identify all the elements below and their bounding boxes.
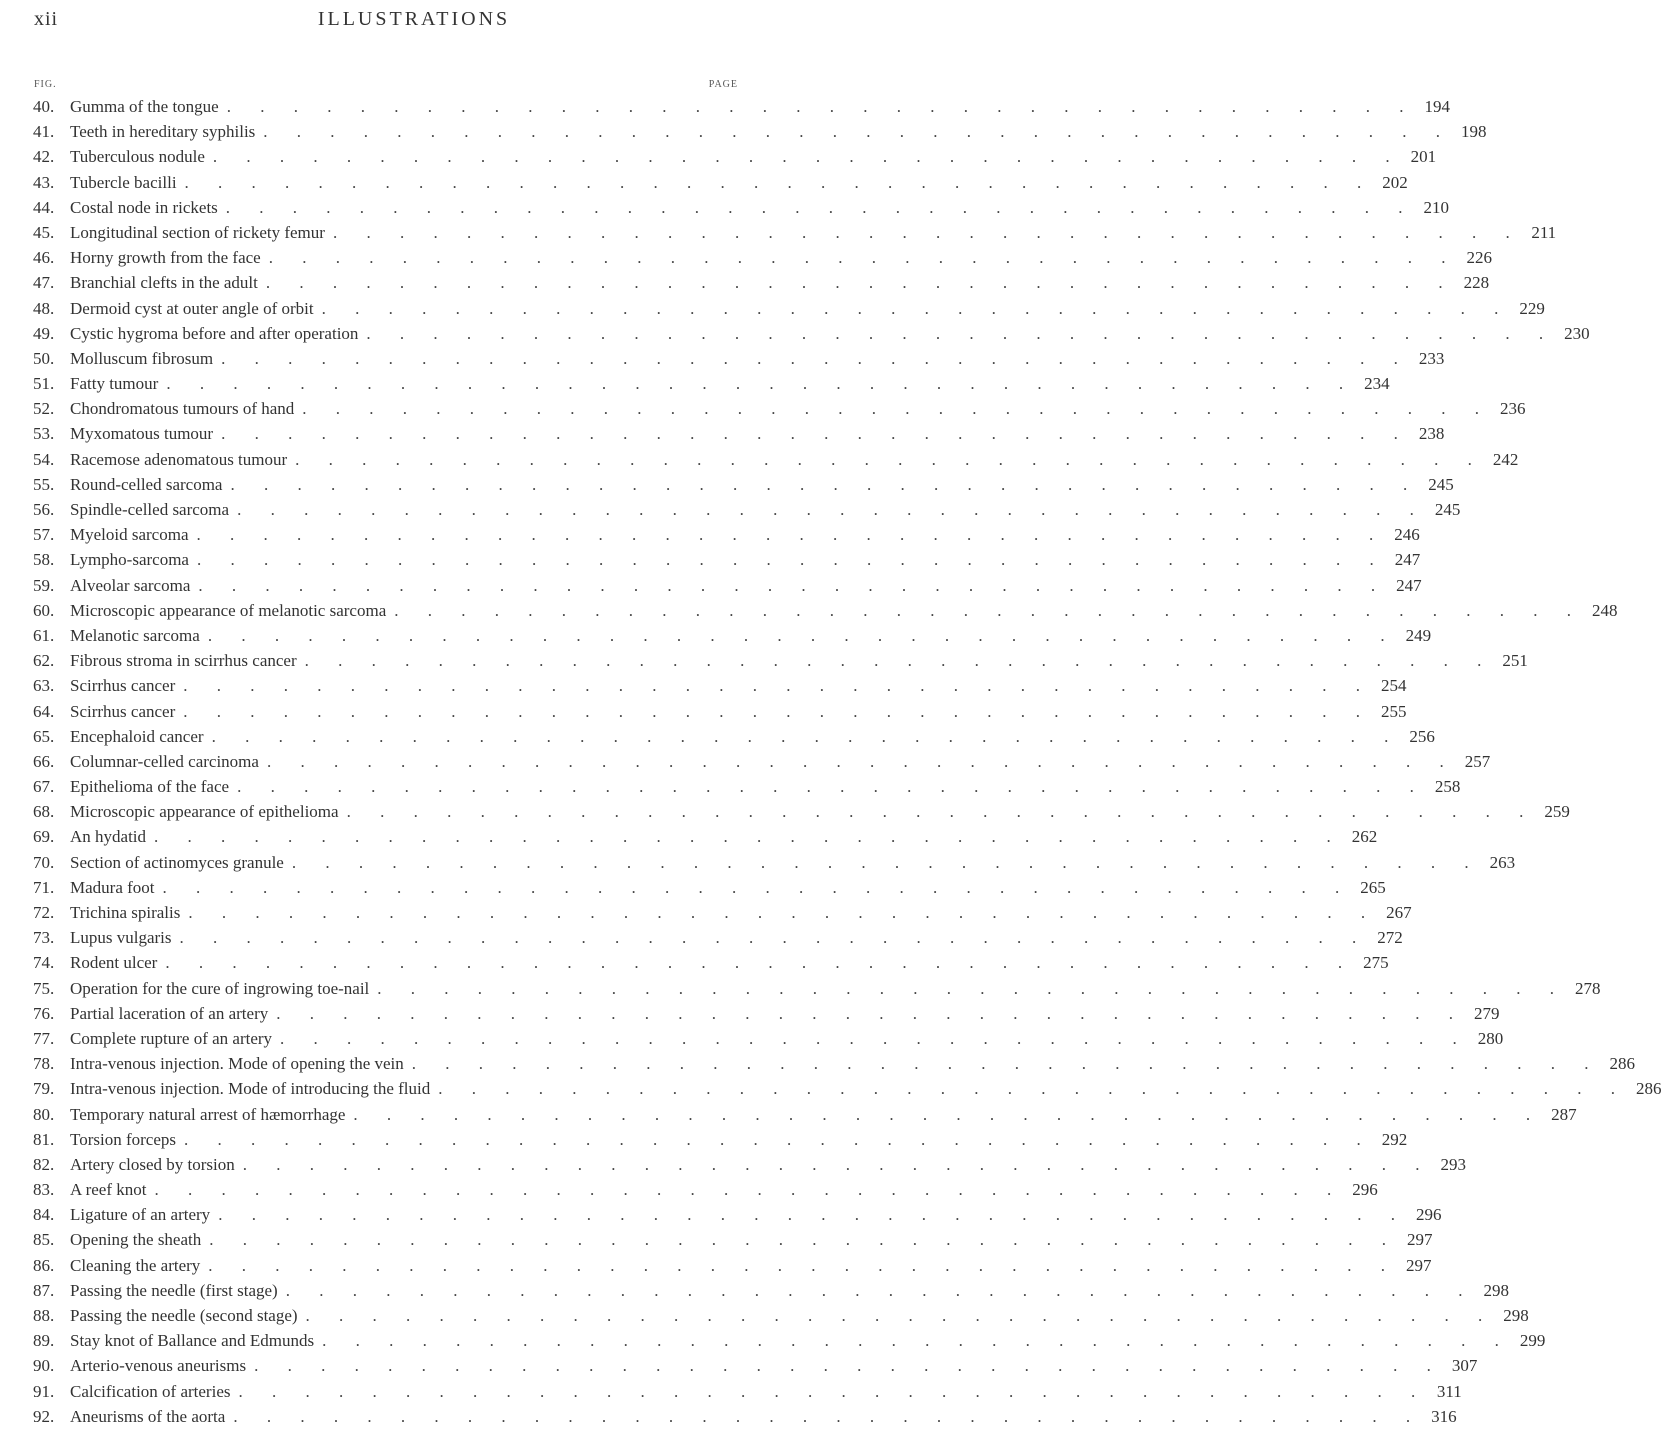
figure-number: 84. bbox=[33, 1205, 55, 1225]
figure-title: Alveolar sarcoma bbox=[70, 575, 191, 595]
figure-page: 254 bbox=[1381, 676, 1407, 696]
list-item bbox=[33, 172, 1408, 198]
figure-number: 65. bbox=[33, 726, 55, 746]
figure-title: Calcification of arteries bbox=[70, 1381, 231, 1401]
figure-title: Intra-venous injection. Mode of opening the vein bbox=[70, 1054, 404, 1074]
figure-title: Stay knot of Ballance and Edmunds bbox=[70, 1331, 315, 1351]
figure-title: Aneurisms of the aorta bbox=[70, 1406, 226, 1426]
figure-title: Tubercle bacilli bbox=[70, 172, 177, 192]
figure-page: 286 bbox=[1635, 1079, 1661, 1099]
figure-title: Melanotic sarcoma bbox=[70, 625, 200, 645]
figure-page: 296 bbox=[1352, 1180, 1378, 1200]
figure-number: 69. bbox=[33, 827, 55, 847]
list-item bbox=[33, 600, 1618, 626]
figure-title: Arterio-venous aneurisms bbox=[70, 1356, 247, 1376]
figure-page: 298 bbox=[1483, 1280, 1509, 1300]
figure-number: 62. bbox=[33, 651, 55, 671]
figure-title: Cleaning the artery bbox=[70, 1255, 201, 1275]
dot-leader: . . . . . . . . . . . . . . . . . . . . . . . . . . . . . . . . . . . . bbox=[230, 474, 1420, 494]
list-item bbox=[33, 852, 1516, 878]
figure-number: 59. bbox=[33, 575, 55, 595]
figure-page: 297 bbox=[1406, 1255, 1432, 1275]
figure-title: Torsion forceps bbox=[70, 1129, 176, 1149]
figure-title: Partial laceration of an artery bbox=[70, 1003, 269, 1023]
dot-leader: . . . . . . . . . . . . . . . . . . . . . . . . . . . . . . . . . . . . bbox=[263, 122, 1453, 142]
figure-page: 259 bbox=[1544, 802, 1570, 822]
figure-number: 88. bbox=[33, 1306, 55, 1325]
dot-leader: . . . . . . . . . . . . . . . . . . . . . . . . . . . . . . . . . . . . bbox=[268, 248, 1458, 268]
figure-title: Fibrous stroma in scirrhus cancer bbox=[70, 651, 297, 671]
dot-leader: . . . . . . . . . . . . . . . . . . . . . . . . . . . . . . . . . . . . bbox=[183, 676, 1373, 696]
figure-number: 83. bbox=[33, 1180, 55, 1200]
figure-page: 245 bbox=[1428, 474, 1454, 494]
figure-title: Microscopic appearance of melanotic sarcoma bbox=[70, 600, 387, 620]
figure-number: 63. bbox=[33, 676, 55, 696]
dot-leader: . . . . . . . . . . . . . . . . . . . . . . . . . . . . . . . . . . . . bbox=[265, 273, 1456, 293]
figure-number: 52. bbox=[33, 399, 55, 419]
list-item bbox=[33, 625, 1432, 651]
figure-page: 251 bbox=[1502, 651, 1528, 671]
list-item bbox=[33, 298, 1545, 324]
figure-page: 272 bbox=[1377, 928, 1403, 948]
dot-leader: . . . . . . . . . . . . . . . . . . . . . . . . . . . . . . . . . . . . bbox=[237, 777, 1427, 797]
dot-leader: . . . . . . . . . . . . . . . . . . . . . . . . . . . . . . . . . . . . bbox=[183, 1129, 1374, 1149]
figure-title: Intra-venous injection. Mode of introducing the fluid bbox=[70, 1079, 431, 1099]
figure-page: 228 bbox=[1463, 273, 1490, 293]
dot-leader: . . . . . . . . . . . . . . . . . . . . . . . . . . . . . . . . . . . . bbox=[285, 1280, 1475, 1300]
figure-number: 75. bbox=[33, 978, 55, 998]
figure-title: Round-celled sarcoma bbox=[70, 474, 223, 494]
figure-title: Costal node in rickets bbox=[70, 197, 218, 217]
figure-title: Gumma of the tongue bbox=[70, 97, 219, 116]
figure-number: 78. bbox=[33, 1054, 55, 1074]
list-item bbox=[33, 751, 1491, 777]
dot-leader: . . . . . . . . . . . . . . . . . . . . . . . . . . . . . . . . . . . . bbox=[353, 1104, 1543, 1124]
figure-title: Myxomatous tumour bbox=[70, 424, 214, 444]
figure-page: 280 bbox=[1477, 1028, 1504, 1048]
figure-title: Epithelioma of the face bbox=[70, 777, 230, 797]
figure-page: 298 bbox=[1503, 1306, 1529, 1325]
list-item bbox=[33, 273, 1490, 298]
dot-leader: . . . . . . . . . . . . . . . . . . . . . . . . . . . . . . . . . . . . bbox=[302, 399, 1492, 419]
figure-number: 40. bbox=[33, 97, 55, 116]
figure-page: 234 bbox=[1364, 374, 1390, 394]
figure-title: Ligature of an artery bbox=[70, 1205, 211, 1225]
figure-number: 64. bbox=[33, 701, 55, 721]
figure-title: Madura foot bbox=[70, 877, 155, 897]
figure-page: 256 bbox=[1409, 726, 1435, 746]
list-item bbox=[33, 1205, 1442, 1230]
figure-number: 56. bbox=[33, 500, 55, 519]
figure-title: Temporary natural arrest of hæmorrhage bbox=[70, 1104, 346, 1124]
figure-title: Horny growth from the face bbox=[70, 248, 261, 268]
dot-leader: . . . . . . . . . . . . . . . . . . . . . . . . . . . . . . . . . . . . bbox=[332, 222, 1523, 242]
figure-title: Teeth in hereditary syphilis bbox=[70, 122, 256, 142]
dot-leader: . . . . . . . . . . . . . . . . . . . . . . . . . . . . . . . . . . . . bbox=[346, 802, 1536, 822]
list-item bbox=[33, 1104, 1577, 1130]
list-item bbox=[33, 248, 1492, 273]
dot-leader: . . . . . . . . . . . . . . . . . . . . . . . . . . . . . . . . . . . . bbox=[209, 1230, 1399, 1250]
figure-title: An hydatid bbox=[70, 827, 147, 847]
list-item bbox=[33, 525, 1420, 550]
figure-title: Scirrhus cancer bbox=[70, 701, 176, 721]
dot-leader: . . . . . . . . . . . . . . . . . . . . . . . . . . . . . . . . . . . . bbox=[238, 1381, 1428, 1401]
figure-number: 80. bbox=[33, 1104, 55, 1124]
figure-number: 90. bbox=[33, 1356, 55, 1376]
figure-page: 263 bbox=[1489, 852, 1516, 872]
figure-number: 61. bbox=[33, 625, 55, 645]
figure-page: 292 bbox=[1381, 1129, 1408, 1149]
figure-title: Rodent ulcer bbox=[70, 953, 158, 973]
list-item bbox=[33, 802, 1570, 827]
figure-number: 89. bbox=[33, 1331, 55, 1351]
list-item bbox=[33, 953, 1389, 978]
page-column-header: PAGE bbox=[708, 79, 738, 90]
list-item bbox=[33, 1280, 1509, 1306]
dot-leader: . . . . . . . . . . . . . . . . . . . . . . . . . . . . . . . . . . . . bbox=[280, 1028, 1470, 1048]
dot-leader: . . . . . . . . . . . . . . . . . . . . . . . . . . . . . . . . . . . . bbox=[304, 651, 1494, 671]
dot-leader: . . . . . . . . . . . . . . . . . . . . . . . . . . . . . . . . . . . . bbox=[165, 953, 1355, 973]
figure-number: 74. bbox=[33, 953, 55, 973]
figure-page: 229 bbox=[1519, 298, 1545, 318]
list-item bbox=[33, 1180, 1378, 1205]
figure-title: Branchial clefts in the adult bbox=[70, 273, 258, 293]
figure-title: Dermoid cyst at outer angle of orbit bbox=[70, 298, 314, 318]
dot-leader: . . . . . . . . . . . . . . . . . . . . . . . . . . . . . . . . . . . . bbox=[179, 928, 1369, 948]
list-item bbox=[33, 550, 1421, 575]
list-item bbox=[33, 500, 1461, 525]
figure-number: 86. bbox=[33, 1255, 55, 1275]
figure-page: 246 bbox=[1394, 525, 1420, 545]
list-item bbox=[33, 1255, 1432, 1281]
figure-page: 311 bbox=[1436, 1381, 1462, 1401]
figure-page: 236 bbox=[1500, 399, 1526, 419]
figure-page: 279 bbox=[1473, 1003, 1500, 1023]
list-item bbox=[33, 323, 1590, 349]
dot-leader: . . . . . . . . . . . . . . . . . . . . . . . . . . . . . . . . . . . . bbox=[377, 978, 1567, 998]
figure-title: Cystic hygroma before and after operation bbox=[70, 323, 359, 343]
dot-leader: . . . . . . . . . . . . . . . . . . . . . . . . . . . . . . . . . . . . bbox=[184, 172, 1374, 192]
dot-leader: . . . . . . . . . . . . . . . . . . . . . . . . . . . . . . . . . . . . bbox=[198, 575, 1388, 595]
figure-page: 307 bbox=[1451, 1356, 1478, 1376]
figure-title: Encephaloid cancer bbox=[70, 726, 204, 746]
list-item bbox=[33, 726, 1435, 752]
list-item bbox=[33, 928, 1403, 953]
dot-leader: . . . . . . . . . . . . . . . . . . . . . . . . . . . . . . . . . . . . bbox=[188, 903, 1378, 922]
figure-title: Longitudinal section of rickety femur bbox=[70, 222, 325, 242]
figure-number: 79. bbox=[33, 1079, 55, 1099]
figure-title: Microscopic appearance of epithelioma bbox=[70, 802, 339, 822]
dot-leader: . . . . . . . . . . . . . . . . . . . . . . . . . . . . . . . . . . . . bbox=[366, 323, 1556, 343]
figure-number: 46. bbox=[33, 248, 55, 268]
list-item bbox=[33, 1331, 1546, 1356]
figure-title: Passing the needle (first stage) bbox=[70, 1280, 278, 1300]
dot-leader: . . . . . . . . . . . . . . . . . . . . . . . . . . . . . . . . . . . . bbox=[154, 827, 1344, 847]
figure-page: 238 bbox=[1418, 424, 1445, 444]
figure-title: Lympho-sarcoma bbox=[70, 550, 189, 570]
list-item bbox=[33, 575, 1422, 601]
figure-number: 57. bbox=[33, 525, 55, 545]
dot-leader: . . . . . . . . . . . . . . . . . . . . . . . . . . . . . . . . . . . . bbox=[183, 701, 1373, 721]
page-number: xii bbox=[34, 8, 59, 30]
list-item bbox=[33, 1356, 1478, 1381]
figure-page: 287 bbox=[1551, 1104, 1577, 1124]
dot-leader: . . . . . . . . . . . . . . . . . . . . . . . . . . . . . . . . . . . . bbox=[438, 1079, 1628, 1099]
figure-title: Tuberculous nodule bbox=[70, 147, 205, 167]
list-item bbox=[33, 1003, 1500, 1029]
figure-page: 248 bbox=[1592, 600, 1618, 620]
figure-title: Spindle-celled sarcoma bbox=[70, 500, 230, 519]
figure-page: 247 bbox=[1394, 550, 1421, 570]
figure-page: 247 bbox=[1396, 575, 1422, 595]
figure-page: 249 bbox=[1405, 625, 1432, 645]
list-item bbox=[33, 399, 1526, 424]
figure-title: Columnar-celled carcinoma bbox=[70, 751, 259, 771]
list-item bbox=[33, 348, 1445, 374]
list-item bbox=[33, 97, 1450, 122]
figure-title: Chondromatous tumours of hand bbox=[70, 399, 295, 419]
figure-number: 60. bbox=[33, 600, 55, 620]
list-item bbox=[33, 1381, 1462, 1407]
figure-title: Passing the needle (second stage) bbox=[70, 1306, 298, 1325]
figure-number: 76. bbox=[33, 1003, 55, 1023]
list-item bbox=[33, 1129, 1408, 1155]
figure-page: 275 bbox=[1363, 953, 1389, 973]
list-item bbox=[33, 1406, 1457, 1432]
figure-page: 226 bbox=[1466, 248, 1492, 268]
dot-leader: . . . . . . . . . . . . . . . . . . . . . . . . . . . . . . . . . . . . bbox=[254, 1356, 1444, 1376]
dot-leader: . . . . . . . . . . . . . . . . . . . . . . . . . . . . . . . . . . . . bbox=[218, 1205, 1408, 1225]
figure-page: 255 bbox=[1381, 701, 1407, 721]
figure-page: 286 bbox=[1609, 1054, 1636, 1074]
figure-page: 262 bbox=[1351, 827, 1378, 847]
list-item bbox=[33, 651, 1528, 676]
figure-page: 194 bbox=[1424, 97, 1450, 116]
list-item bbox=[33, 903, 1412, 928]
list-item bbox=[33, 877, 1386, 903]
figure-page: 257 bbox=[1464, 751, 1491, 771]
figure-title: Fatty tumour bbox=[70, 374, 159, 394]
dot-leader: . . . . . . . . . . . . . . . . . . . . . . . . . . . . . . . . . . . . bbox=[276, 1003, 1466, 1023]
list-item bbox=[33, 449, 1519, 475]
figure-title: Lupus vulgaris bbox=[70, 928, 172, 948]
dot-leader: . . . . . . . . . . . . . . . . . . . . . . . . . . . . . . . . . . . . bbox=[295, 449, 1485, 469]
dot-leader: . . . . . . . . . . . . . . . . . . . . . . . . . . . . . . . . . . . . bbox=[162, 877, 1352, 897]
figure-page: 258 bbox=[1434, 777, 1461, 797]
figure-page: 211 bbox=[1531, 222, 1557, 242]
dot-leader: . . . . . . . . . . . . . . . . . . . . . . . . . . . . . . . . . . . . bbox=[233, 1406, 1423, 1426]
figure-number: 73. bbox=[33, 928, 55, 948]
dot-leader: . . . . . . . . . . . . . . . . . . . . . . . . . . . . . . . . . . . . bbox=[208, 1255, 1398, 1275]
figure-number: 53. bbox=[33, 424, 55, 444]
list-item bbox=[33, 147, 1437, 172]
figure-number: 42. bbox=[33, 147, 55, 167]
dot-leader: . . . . . . . . . . . . . . . . . . . . . . . . . . . . . . . . . . . . bbox=[242, 1154, 1433, 1174]
figure-number: 85. bbox=[33, 1230, 55, 1250]
figure-number: 82. bbox=[33, 1154, 55, 1174]
dot-leader: . . . . . . . . . . . . . . . . . . . . . . . . . . . . . . . . . . . . bbox=[221, 424, 1411, 444]
illustrations-list bbox=[33, 97, 1661, 1432]
list-item bbox=[33, 1028, 1504, 1054]
figure-number: 55. bbox=[33, 474, 55, 494]
dot-leader: . . . . . . . . . . . . . . . . . . . . . . . . . . . . . . . . . . . . bbox=[221, 348, 1411, 368]
figure-number: 48. bbox=[33, 298, 55, 318]
figure-title: Racemose adenomatous tumour bbox=[70, 449, 288, 469]
list-item bbox=[33, 1054, 1636, 1079]
figure-number: 92. bbox=[33, 1406, 55, 1426]
list-item bbox=[33, 1306, 1529, 1331]
figure-number: 51. bbox=[33, 374, 55, 394]
figure-page: 278 bbox=[1575, 978, 1601, 998]
figure-page: 293 bbox=[1440, 1154, 1467, 1174]
figure-page: 202 bbox=[1382, 172, 1408, 192]
figure-title: Molluscum fibrosum bbox=[70, 348, 214, 368]
dot-leader: . . . . . . . . . . . . . . . . . . . . . . . . . . . . . . . . . . . . bbox=[305, 1306, 1495, 1325]
figure-number: 45. bbox=[33, 222, 55, 242]
figure-page: 198 bbox=[1461, 122, 1487, 142]
figure-page: 242 bbox=[1492, 449, 1519, 469]
list-item bbox=[33, 777, 1461, 802]
dot-leader: . . . . . . . . . . . . . . . . . . . . . . . . . . . . . . . . . . . . bbox=[291, 852, 1482, 872]
dot-leader: . . . . . . . . . . . . . . . . . . . . . . . . . . . . . . . . . . . . bbox=[196, 550, 1387, 570]
figure-number: 67. bbox=[33, 777, 55, 797]
figure-number: 66. bbox=[33, 751, 55, 771]
dot-leader: . . . . . . . . . . . . . . . . . . . . . . . . . . . . . . . . . . . . bbox=[225, 197, 1416, 217]
figure-page: 316 bbox=[1431, 1406, 1457, 1426]
figure-title: Operation for the cure of ingrowing toe-nail bbox=[70, 978, 370, 998]
figure-title: Artery closed by torsion bbox=[70, 1154, 235, 1174]
dot-leader: . . . . . . . . . . . . . . . . . . . . . . . . . . . . . . . . . . . . bbox=[207, 625, 1398, 645]
list-item bbox=[33, 978, 1601, 1004]
figure-number: 68. bbox=[33, 802, 55, 822]
figure-number: 70. bbox=[33, 852, 55, 872]
figure-number: 91. bbox=[33, 1381, 55, 1401]
figure-number: 77. bbox=[33, 1028, 55, 1048]
figure-number: 54. bbox=[33, 449, 55, 469]
list-item bbox=[33, 1230, 1433, 1255]
list-item bbox=[33, 827, 1378, 852]
dot-leader: . . . . . . . . . . . . . . . . . . . . . . . . . . . . . . . . . . . . bbox=[237, 500, 1427, 519]
figure-page: 201 bbox=[1410, 147, 1437, 167]
list-item bbox=[33, 1079, 1661, 1104]
figure-page: 296 bbox=[1415, 1205, 1442, 1225]
list-item bbox=[33, 197, 1450, 223]
list-item bbox=[33, 374, 1390, 399]
fig-column-header: FIG. bbox=[34, 79, 57, 90]
figure-page: 265 bbox=[1360, 877, 1386, 897]
figure-title: Opening the sheath bbox=[70, 1230, 202, 1250]
dot-leader: . . . . . . . . . . . . . . . . . . . . . . . . . . . . . . . . . . . . bbox=[166, 374, 1356, 394]
dot-leader: . . . . . . . . . . . . . . . . . . . . . . . . . . . . . . . . . . . . bbox=[196, 525, 1386, 545]
figure-page: 230 bbox=[1564, 323, 1590, 343]
list-item bbox=[33, 122, 1487, 147]
list-item bbox=[33, 424, 1445, 449]
figure-number: 49. bbox=[33, 323, 55, 343]
figure-number: 43. bbox=[33, 172, 55, 192]
dot-leader: . . . . . . . . . . . . . . . . . . . . . . . . . . . . . . . . . . . . bbox=[212, 147, 1403, 167]
figure-page: 267 bbox=[1386, 903, 1412, 922]
figure-title: Trichina spiralis bbox=[70, 903, 181, 922]
figure-page: 245 bbox=[1434, 500, 1461, 519]
list-item bbox=[33, 474, 1454, 500]
figure-number: 87. bbox=[33, 1280, 55, 1300]
dot-leader: . . . . . . . . . . . . . . . . . . . . . . . . . . . . . . . . . . . . bbox=[394, 600, 1584, 620]
list-item bbox=[33, 1154, 1467, 1180]
figure-title: Section of actinomyces granule bbox=[70, 852, 284, 872]
dot-leader: . . . . . . . . . . . . . . . . . . . . . . . . . . . . . . . . . . . . bbox=[266, 751, 1457, 771]
figure-title: A reef knot bbox=[70, 1180, 147, 1200]
dot-leader: . . . . . . . . . . . . . . . . . . . . . . . . . . . . . . . . . . . . bbox=[322, 1331, 1512, 1351]
dot-leader: . . . . . . . . . . . . . . . . . . . . . . . . . . . . . . . . . . . . bbox=[226, 97, 1416, 116]
list-item bbox=[33, 222, 1557, 248]
figure-number: 47. bbox=[33, 273, 55, 293]
figure-number: 44. bbox=[33, 197, 55, 217]
figure-number: 81. bbox=[33, 1129, 55, 1149]
figure-number: 41. bbox=[33, 122, 55, 142]
figure-page: 299 bbox=[1519, 1331, 1546, 1351]
figure-number: 72. bbox=[33, 903, 55, 922]
dot-leader: . . . . . . . . . . . . . . . . . . . . . . . . . . . . . . . . . . . . bbox=[321, 298, 1511, 318]
figure-number: 58. bbox=[33, 550, 55, 570]
figure-number: 71. bbox=[33, 877, 55, 897]
dot-leader: . . . . . . . . . . . . . . . . . . . . . . . . . . . . . . . . . . . . bbox=[411, 1054, 1602, 1074]
list-item bbox=[33, 701, 1407, 727]
running-title: ILLUSTRATIONS bbox=[317, 8, 511, 30]
dot-leader: . . . . . . . . . . . . . . . . . . . . . . . . . . . . . . . . . . . . bbox=[154, 1180, 1344, 1200]
figure-title: Scirrhus cancer bbox=[70, 676, 176, 696]
figure-page: 233 bbox=[1418, 348, 1445, 368]
list-item bbox=[33, 676, 1407, 701]
figure-title: Myeloid sarcoma bbox=[70, 525, 189, 545]
figure-page: 210 bbox=[1423, 197, 1450, 217]
figure-title: Complete rupture of an artery bbox=[70, 1028, 273, 1048]
figure-number: 50. bbox=[33, 348, 55, 368]
dot-leader: . . . . . . . . . . . . . . . . . . . . . . . . . . . . . . . . . . . . bbox=[211, 726, 1401, 746]
figure-page: 297 bbox=[1407, 1230, 1433, 1250]
